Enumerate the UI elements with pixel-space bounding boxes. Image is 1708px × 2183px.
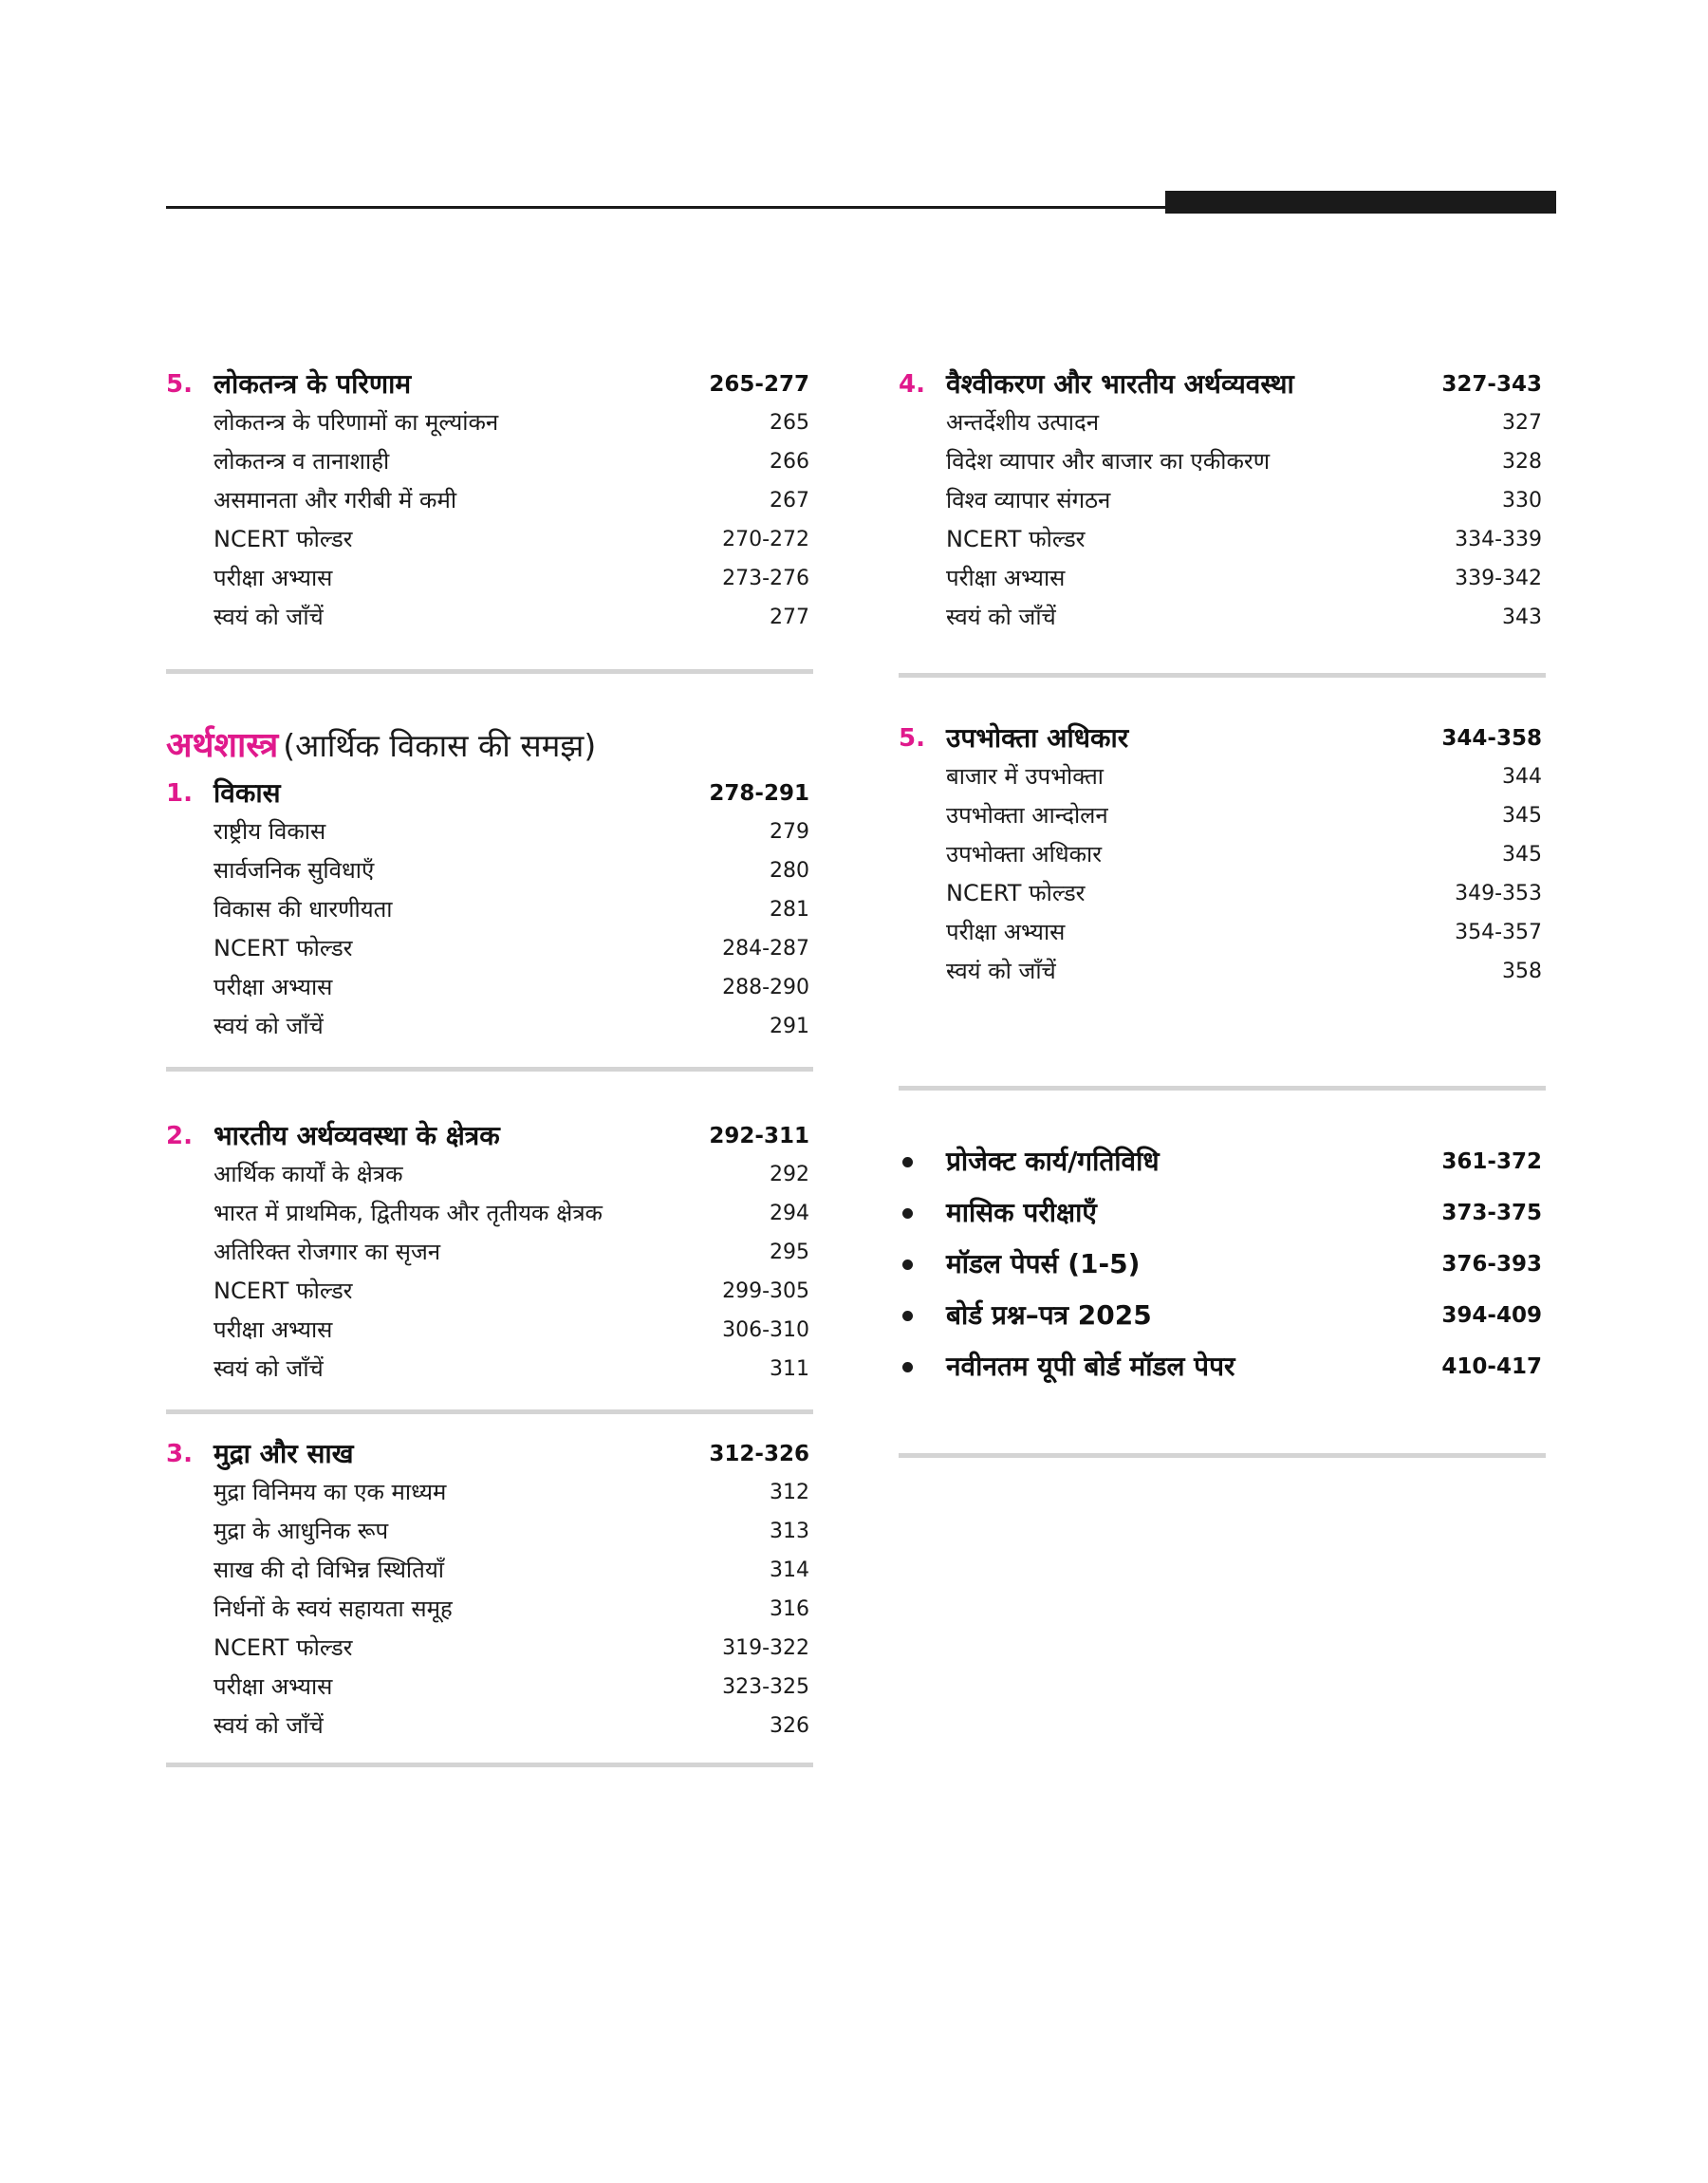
toc-item[interactable] <box>166 1350 813 1389</box>
toc-item-label: असमानता और गरीबी में कमी <box>214 487 457 513</box>
toc-item[interactable] <box>166 1007 813 1046</box>
toc-item[interactable] <box>899 913 1546 952</box>
chapter-pages: 344-358 <box>1441 726 1542 751</box>
section-divider <box>899 673 1546 678</box>
toc-item-page: 312 <box>770 1481 809 1504</box>
toc-item-page: 345 <box>1502 804 1542 828</box>
chapter-number: 3. <box>166 1440 193 1468</box>
chapter-number: 5. <box>899 724 925 753</box>
toc-item-page: 277 <box>770 606 809 629</box>
toc-item[interactable] <box>899 442 1546 481</box>
toc-item-label: परीक्षा अभ्यास <box>214 565 333 591</box>
toc-item-label: स्वयं को जाँचें <box>946 604 1056 630</box>
toc-item-page: 330 <box>1502 489 1542 513</box>
toc-item-page: 294 <box>770 1202 809 1225</box>
right-column <box>899 365 1546 1458</box>
toc-item[interactable] <box>899 835 1546 874</box>
toc-item-label: अतिरिक्त रोजगार का सृजन <box>214 1239 441 1265</box>
chapter-pages: 312-326 <box>709 1442 809 1466</box>
toc-item-label: परीक्षा अभ्यास <box>946 565 1066 591</box>
chapter-heading[interactable] <box>166 365 813 403</box>
toc-item-label: NCERT फोल्डर <box>946 526 1086 552</box>
chapter-title: उपभोक्ता अधिकार <box>946 722 1129 754</box>
toc-item-label: स्वयं को जाँचें <box>214 604 324 630</box>
chapter-title: विकास <box>214 777 281 809</box>
toc-item-page: 343 <box>1502 606 1542 629</box>
toc-item-label: स्वयं को जाँचें <box>214 1712 324 1739</box>
toc-item[interactable] <box>166 929 813 968</box>
toc-item-page: 326 <box>770 1714 809 1738</box>
toc-item[interactable] <box>166 481 813 520</box>
toc-item-page: 279 <box>770 820 809 844</box>
section-title: अर्थशास्त्र <box>166 726 279 765</box>
toc-item[interactable] <box>166 968 813 1007</box>
toc-item-label: लोकतन्त्र के परिणामों का मूल्यांकन <box>214 409 499 436</box>
toc-item-page: 288-290 <box>722 976 809 999</box>
toc-item-page: 334-339 <box>1455 528 1542 551</box>
toc-item[interactable] <box>166 1512 813 1551</box>
extras-item-label: प्रोजेक्ट कार्य/गतिविधि <box>946 1146 1160 1177</box>
chapter-number: 4. <box>899 370 925 399</box>
section-divider <box>899 1086 1546 1091</box>
chapter-consumer-rights <box>899 719 1546 991</box>
chapter-heading[interactable] <box>166 1435 813 1473</box>
extras-item-label: मॉडल पेपर्स (1-5) <box>946 1248 1141 1279</box>
section-subtitle: (आर्थिक विकास की समझ) <box>283 727 597 764</box>
toc-item-label: सार्वजनिक सुविधाएँ <box>214 857 375 884</box>
extras-item[interactable] <box>899 1239 1546 1290</box>
toc-item-label: साख की दो विभिन्न स्थितियाँ <box>214 1557 444 1583</box>
toc-item-page: 327 <box>1502 411 1542 435</box>
toc-item-label: निर्धनों के स्वयं सहायता समूह <box>214 1595 453 1622</box>
toc-item-page: 339-342 <box>1455 567 1542 590</box>
toc-item[interactable] <box>899 757 1546 796</box>
toc-item-page: 266 <box>770 450 809 474</box>
bullet-icon <box>902 1311 913 1321</box>
toc-item[interactable] <box>166 1551 813 1590</box>
toc-item-label: NCERT फोल्डर <box>214 1634 353 1661</box>
chapter-democracy-outcomes <box>166 365 813 650</box>
extras-item[interactable] <box>899 1341 1546 1392</box>
section-divider <box>166 669 813 674</box>
toc-item-label: लोकतन्त्र व तानाशाही <box>214 448 390 475</box>
toc-item-page: 314 <box>770 1558 809 1582</box>
toc-item-label: उपभोक्ता अधिकार <box>946 841 1103 868</box>
chapter-title: वैश्वीकरण और भारतीय अर्थव्यवस्था <box>946 368 1294 400</box>
toc-item-page: 323-325 <box>722 1675 809 1699</box>
toc-item[interactable] <box>166 1668 813 1707</box>
toc-item-label: NCERT फोल्डर <box>214 1278 353 1304</box>
toc-item[interactable] <box>166 1155 813 1194</box>
toc-item[interactable] <box>166 1590 813 1629</box>
toc-item[interactable] <box>166 1233 813 1272</box>
toc-item-label: राष्ट्रीय विकास <box>214 818 326 845</box>
extras-item-pages: 361-372 <box>1441 1149 1542 1174</box>
toc-item-label: विदेश व्यापार और बाजार का एकीकरण <box>946 448 1271 475</box>
left-column <box>166 365 813 1767</box>
toc-item[interactable] <box>899 796 1546 835</box>
chapter-heading[interactable] <box>166 774 813 812</box>
section-divider <box>899 1453 1546 1458</box>
toc-item-label: परीक्षा अभ्यास <box>214 1316 333 1343</box>
extras-item-label: मासिक परीक्षाएँ <box>946 1197 1097 1228</box>
toc-item-page: 299-305 <box>722 1279 809 1303</box>
toc-item-page: 306-310 <box>722 1318 809 1342</box>
toc-item-label: अन्तर्देशीय उत्पादन <box>946 409 1100 436</box>
toc-item-label: बाजार में उपभोक्ता <box>946 763 1105 790</box>
toc-item-label: स्वयं को जाँचें <box>214 1355 324 1382</box>
toc-item-label: मुद्रा विनिमय का एक माध्यम <box>214 1479 447 1505</box>
toc-item[interactable] <box>166 598 813 637</box>
toc-item-label: परीक्षा अभ्यास <box>214 974 333 1000</box>
toc-item[interactable] <box>899 481 1546 520</box>
toc-item[interactable] <box>166 1473 813 1512</box>
toc-item-page: 345 <box>1502 843 1542 867</box>
extras-item-pages: 373-375 <box>1441 1201 1542 1225</box>
bullet-icon <box>902 1208 913 1219</box>
section-divider <box>166 1067 813 1072</box>
extras-item-label: बोर्ड प्रश्न–पत्र 2025 <box>946 1299 1152 1331</box>
toc-item[interactable] <box>166 403 813 442</box>
toc-item-label: परीक्षा अभ्यास <box>214 1673 333 1700</box>
bullet-icon <box>902 1362 913 1372</box>
toc-item[interactable] <box>899 403 1546 442</box>
header-rule <box>166 206 1167 209</box>
toc-item-label: विकास की धारणीयता <box>214 896 393 923</box>
toc-item-page: 284-287 <box>722 937 809 961</box>
toc-item[interactable] <box>899 520 1546 559</box>
extras-item[interactable] <box>899 1290 1546 1341</box>
section-divider <box>166 1409 813 1414</box>
toc-item-page: 270-272 <box>722 528 809 551</box>
extras-item-pages: 410-417 <box>1441 1354 1542 1379</box>
toc-item[interactable] <box>166 812 813 851</box>
toc-item[interactable] <box>166 890 813 929</box>
toc-item-label: स्वयं को जाँचें <box>946 958 1056 984</box>
toc-item-page: 265 <box>770 411 809 435</box>
toc-item[interactable] <box>166 1272 813 1311</box>
chapter-pages: 265-277 <box>709 372 809 397</box>
extras-item-pages: 394-409 <box>1441 1303 1542 1328</box>
chapter-title: लोकतन्त्र के परिणाम <box>214 368 412 400</box>
toc-item-page: 267 <box>770 489 809 513</box>
toc-item-page: 344 <box>1502 765 1542 789</box>
header-bar <box>1165 191 1556 214</box>
toc-item-label: भारत में प्राथमिक, द्वितीयक और तृतीयक क्षेत्रक <box>214 1200 603 1226</box>
chapter-heading[interactable] <box>899 365 1546 403</box>
chapter-globalisation <box>899 365 1546 637</box>
toc-item-page: 328 <box>1502 450 1542 474</box>
toc-item-label: NCERT फोल्डर <box>214 526 353 552</box>
toc-item[interactable] <box>166 1311 813 1350</box>
chapter-development <box>166 774 813 1046</box>
chapter-heading[interactable] <box>166 1117 813 1155</box>
toc-item[interactable] <box>166 851 813 890</box>
chapter-heading[interactable] <box>899 719 1546 757</box>
toc-item[interactable] <box>899 952 1546 991</box>
economics-section-heading <box>166 719 813 773</box>
chapter-sectors <box>166 1117 813 1389</box>
extras-list <box>899 1136 1546 1392</box>
chapter-number: 2. <box>166 1122 193 1150</box>
extras-item-label: नवीनतम यूपी बोर्ड मॉडल पेपर <box>946 1351 1235 1382</box>
chapter-title: मुद्रा और साख <box>214 1438 354 1469</box>
toc-item-label: NCERT फोल्डर <box>946 880 1086 906</box>
toc-item-page: 311 <box>770 1357 809 1381</box>
toc-item-page: 273-276 <box>722 567 809 590</box>
extras-item[interactable] <box>899 1136 1546 1187</box>
toc-item-label: स्वयं को जाँचें <box>214 1013 324 1039</box>
toc-item-label: उपभोक्ता आन्दोलन <box>946 802 1108 829</box>
toc-item[interactable] <box>166 1629 813 1668</box>
extras-item[interactable] <box>899 1187 1546 1239</box>
toc-item-page: 291 <box>770 1015 809 1038</box>
chapter-money <box>166 1435 813 1745</box>
toc-item[interactable] <box>899 874 1546 913</box>
toc-item-page: 358 <box>1502 960 1542 983</box>
toc-item-page: 295 <box>770 1241 809 1264</box>
chapter-pages: 292-311 <box>709 1124 809 1148</box>
bullet-icon <box>902 1157 913 1167</box>
section-divider <box>166 1763 813 1767</box>
toc-item[interactable] <box>899 559 1546 598</box>
chapter-title: भारतीय अर्थव्यवस्था के क्षेत्रक <box>214 1120 500 1151</box>
toc-item-label: मुद्रा के आधुनिक रूप <box>214 1518 389 1544</box>
bullet-icon <box>902 1259 913 1270</box>
toc-item[interactable] <box>166 1194 813 1233</box>
toc-item-page: 316 <box>770 1597 809 1621</box>
toc-item-label: NCERT फोल्डर <box>214 935 353 961</box>
toc-item-page: 319-322 <box>722 1636 809 1660</box>
toc-item-label: आर्थिक कार्यों के क्षेत्रक <box>214 1161 403 1187</box>
toc-item[interactable] <box>166 520 813 559</box>
toc-item-page: 281 <box>770 898 809 922</box>
toc-item[interactable] <box>899 598 1546 637</box>
chapter-pages: 327-343 <box>1441 372 1542 397</box>
chapter-number: 1. <box>166 779 193 808</box>
toc-item-page: 354-357 <box>1455 921 1542 944</box>
toc-item[interactable] <box>166 442 813 481</box>
toc-item[interactable] <box>166 559 813 598</box>
toc-item[interactable] <box>166 1707 813 1745</box>
toc-item-page: 349-353 <box>1455 882 1542 905</box>
chapter-number: 5. <box>166 370 193 399</box>
toc-item-label: विश्व व्यापार संगठन <box>946 487 1111 513</box>
toc-item-page: 292 <box>770 1163 809 1186</box>
toc-item-label: परीक्षा अभ्यास <box>946 919 1066 945</box>
chapter-pages: 278-291 <box>709 781 809 806</box>
extras-item-pages: 376-393 <box>1441 1252 1542 1277</box>
toc-item-page: 313 <box>770 1520 809 1543</box>
toc-item-page: 280 <box>770 859 809 883</box>
